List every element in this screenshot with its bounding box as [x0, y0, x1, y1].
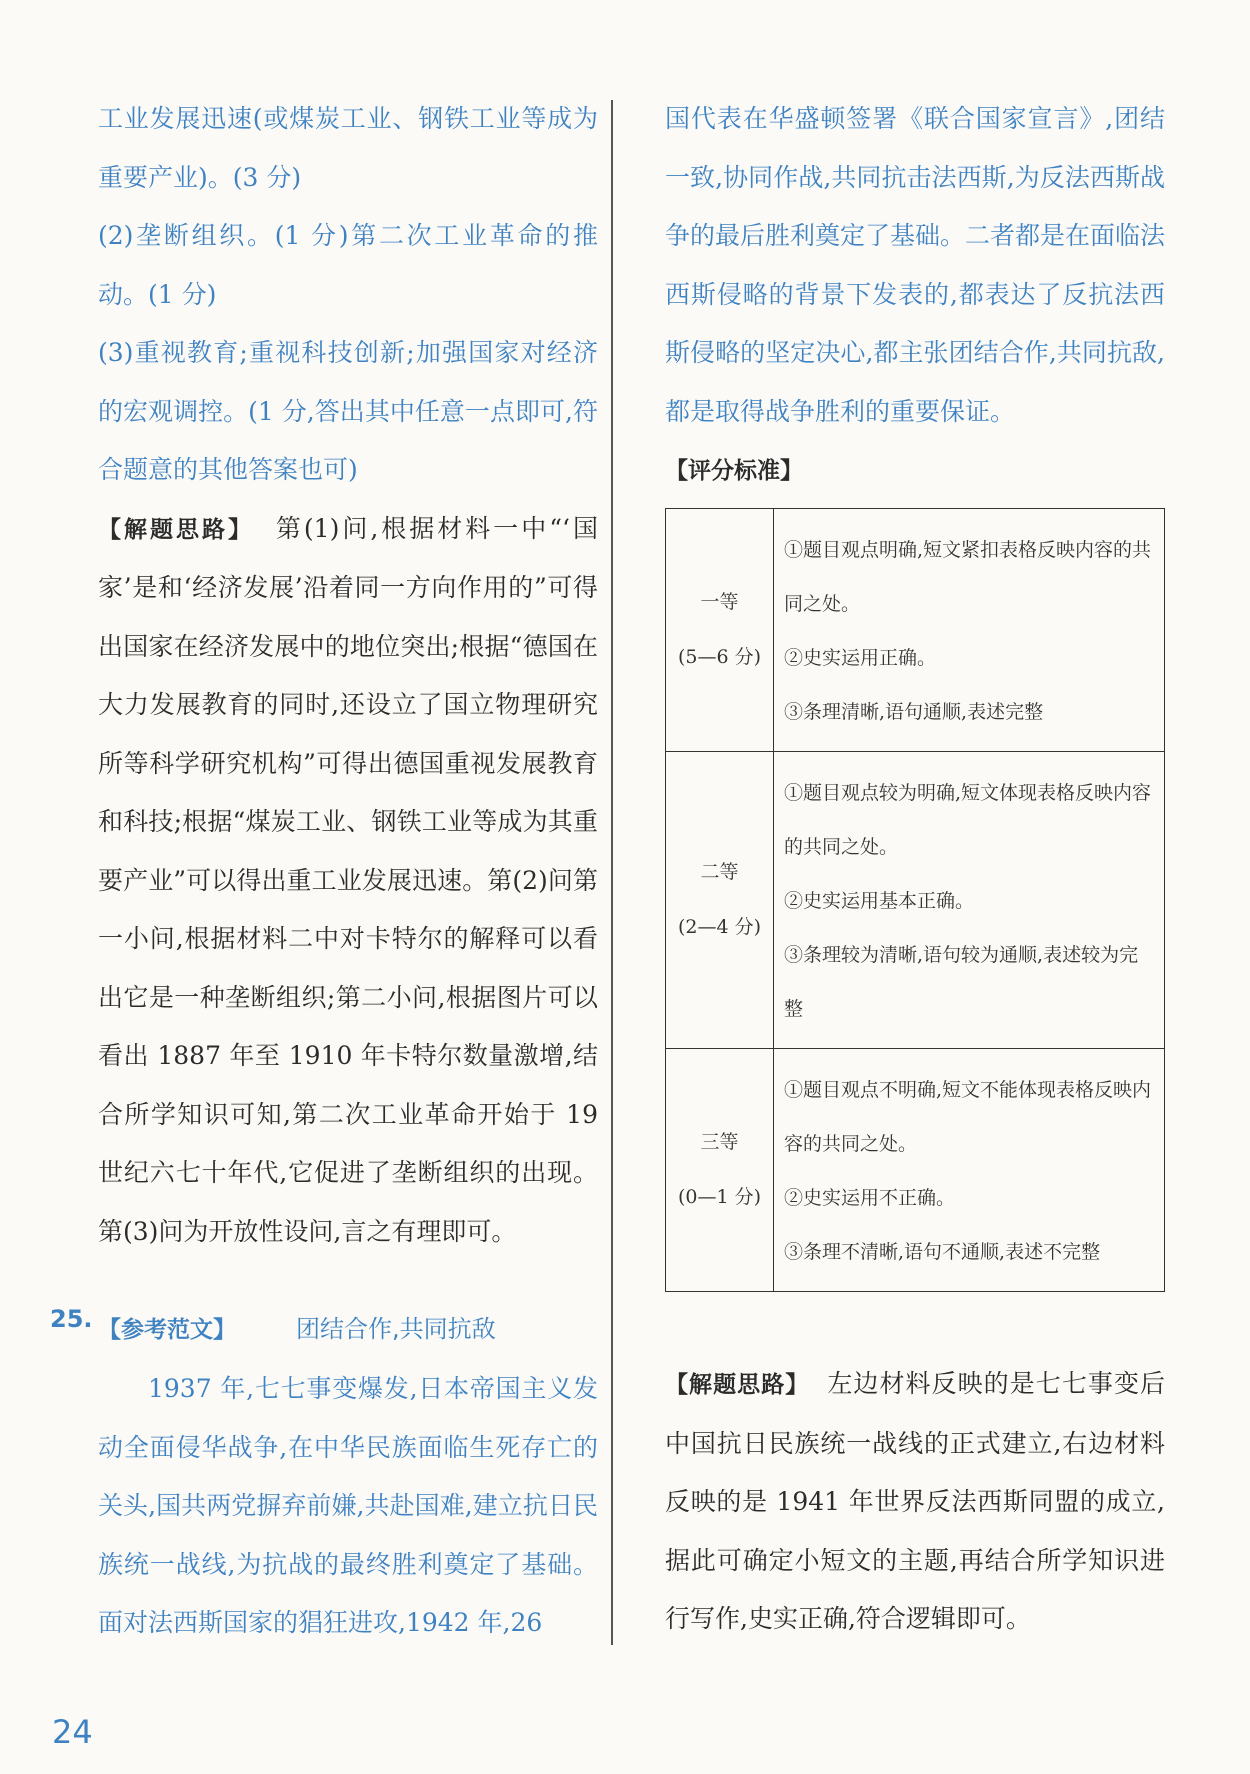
- q25-essay-right: 国代表在华盛顿签署《联合国家宣言》,团结一致,协同作战,共同抗击法西斯,为反法西斯战争的最后胜利奠定了基础。二者都是在面临法西斯侵略的背景下发表的,都表达了反抗法西斯侵略的坚定决心,都主张团结合作,共同抗敌,都是取得战争胜利的重要保证。: [665, 104, 1166, 426]
- criteria-item: ①题目观点不明确,短文不能体现表格反映内容的共同之处。: [784, 1079, 1152, 1155]
- scoring-heading: [665, 441, 1165, 501]
- criteria-cell: [774, 1049, 1165, 1292]
- criteria-item: ③条理较为清晰,语句较为通顺,表述较为完整: [784, 944, 1139, 1020]
- q24-answer-1: 工业发展迅速(或煤炭工业、钢铁工业等成为重要产业)。(3 分): [98, 104, 598, 192]
- table-row: [666, 752, 1165, 1049]
- grade-cell: [666, 509, 774, 752]
- grade-name: 三等: [700, 1131, 739, 1153]
- grade-cell: [666, 752, 774, 1049]
- q25-essay-left: 1937 年,七七事变爆发,日本帝国主义发动全面侵华战争,在中华民族面临生死存亡的关头,国共两党摒弃前嫌,共赴国难,建立抗日民族统一战线,为抗战的最终胜利奠定了基础。面对法西斯国家的猖狂进攻,1942 年,26: [98, 1374, 598, 1637]
- q25-analysis-label: 【解题思路】: [665, 1372, 810, 1398]
- grade-name: 二等: [700, 861, 739, 883]
- grade-points: (0—1 分): [677, 1186, 762, 1208]
- q25-analysis: [665, 1355, 1165, 1649]
- table-row: [666, 509, 1165, 752]
- grade-points: (5—6 分): [677, 646, 762, 668]
- q24-analysis-label: 【解题思路】: [98, 516, 254, 543]
- q24-answer-3: (3)重视教育;重视科技创新;加强国家对经济的宏观调控。(1 分,答出其中任意一点即可,符合题意的其他答案也可): [98, 338, 598, 484]
- page-number: 24: [52, 1713, 93, 1751]
- criteria-item: ②史实运用不正确。: [784, 1187, 956, 1209]
- grade-cell: [666, 1049, 774, 1292]
- q24-analysis-text: 第(1)问,根据材料一中“‘国家’是和‘经济发展’沿着同一方向作用的”可得出国家在经济发展中的地位突出;根据“德国在大力发展教育的同时,还设立了国立物理研究所等科学研究机构”可得出德国重视发展教育和科技;根据“煤炭工业、钢铁工业等成为其重要产业”可以得出重工业发展迅速。第(2)问第一小问,根据材料二中对卡特尔的解释可以看出它是一种垄断组织;第二小问,根据图片可以看出 1887 年至 1910 年卡特尔数量激增,结合所学知识可知,第二次工业革命开始于 19 世纪六七十年代,它促进了垄断组织的出现。第(3)问为开放性设问,言之有理即可。: [98, 513, 598, 1246]
- criteria-item: ③条理不清晰,语句不通顺,表述不完整: [784, 1241, 1101, 1263]
- scoring-table: [665, 508, 1165, 1292]
- table-row: [666, 1049, 1165, 1292]
- right-column: [665, 90, 1165, 501]
- q25-essay-title: 团结合作,共同抗敌: [296, 1315, 496, 1343]
- grade-name: 一等: [700, 591, 739, 613]
- column-divider: [611, 100, 613, 1645]
- criteria-cell: [774, 752, 1165, 1049]
- criteria-cell: [774, 509, 1165, 752]
- question-number-25: 25.: [50, 1305, 93, 1333]
- q25-essay-left-block: [98, 1360, 598, 1653]
- criteria-item: ②史实运用基本正确。: [784, 890, 975, 912]
- q25-analysis-block: [665, 1355, 1165, 1649]
- q24-analysis: [98, 500, 598, 1262]
- grade-points: (2—4 分): [677, 916, 762, 938]
- q24-answer-2: (2)垄断组织。(1 分)第二次工业革命的推动。(1 分): [98, 221, 598, 309]
- criteria-item: ②史实运用正确。: [784, 647, 937, 669]
- scoring-label: 【评分标准】: [665, 458, 803, 484]
- criteria-item: ①题目观点较为明确,短文体现表格反映内容的共同之处。: [784, 782, 1152, 858]
- q25-label: 【参考范文】: [98, 1317, 236, 1343]
- criteria-item: ③条理清晰,语句通顺,表述完整: [784, 701, 1044, 723]
- q25-analysis-text: 左边材料反映的是七七事变后中国抗日民族统一战线的正式建立,右边材料反映的是 1941 年世界反法西斯同盟的成立,据此可确定小短文的主题,再结合所学知识进行写作,史实正确,符合逻辑即可。: [665, 1369, 1165, 1633]
- q25-heading: [98, 1300, 496, 1359]
- left-column: [98, 90, 598, 1261]
- criteria-item: ①题目观点明确,短文紧扣表格反映内容的共同之处。: [784, 539, 1152, 615]
